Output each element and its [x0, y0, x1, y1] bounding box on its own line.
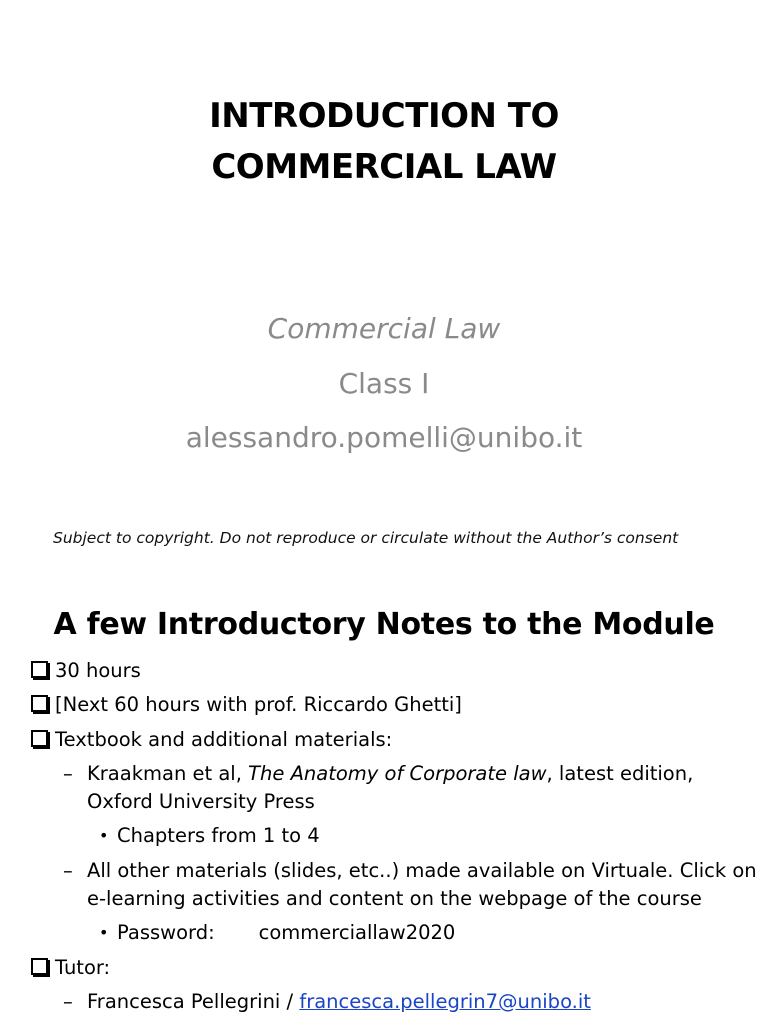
checkbox-bullet-icon: [31, 695, 48, 712]
chapters-item: Chapters from 1 to 4: [117, 824, 320, 847]
list-item-hours: 30 hours: [55, 659, 141, 682]
materials-line-2: e-learning activities and content on the webpage of the course: [87, 887, 702, 910]
list-item-tutor: Tutor:: [55, 956, 111, 979]
dot-bullet: •: [99, 826, 109, 845]
dot-bullet: •: [99, 923, 109, 942]
checkbox-bullet-icon: [31, 730, 48, 747]
copyright-notice: Subject to copyright. Do not reproduce or circulate without the Author’s consent: [53, 529, 679, 547]
slide-title-line-1: INTRODUCTION TO: [209, 96, 559, 136]
tutor-email-link[interactable]: francesca.pellegrin7@unibo.it: [299, 990, 591, 1013]
class-label: Class I: [338, 367, 430, 400]
list-item-textbook: Textbook and additional materials:: [55, 728, 393, 751]
author-email: alessandro.pomelli@unibo.it: [185, 421, 583, 454]
textbook-reference: [87, 761, 693, 787]
checkbox-bullet-icon: [31, 661, 48, 678]
dash-bullet: –: [63, 762, 73, 785]
course-name: Commercial Law: [267, 312, 501, 345]
textbook-author: Kraakman et al,: [87, 762, 249, 785]
textbook-publisher: Oxford University Press: [87, 790, 315, 813]
dash-bullet: –: [63, 859, 73, 882]
textbook-edition: , latest edition,: [546, 762, 694, 785]
password-value: commerciallaw2020: [258, 921, 456, 944]
checkbox-bullet-icon: [31, 958, 48, 975]
textbook-title: The Anatomy of Corporate law: [248, 762, 547, 785]
dash-bullet: –: [63, 990, 73, 1013]
password-label: Password:: [117, 921, 215, 944]
tutor-name: Francesca Pellegrini /: [87, 990, 300, 1013]
list-item-next-hours: [Next 60 hours with prof. Riccardo Ghetti]: [55, 693, 462, 716]
materials-line-1: All other materials (slides, etc..) made available on Virtuale. Click on: [87, 859, 757, 882]
slide-title-line-2: COMMERCIAL LAW: [211, 147, 557, 187]
tutor-contact: [87, 989, 591, 1015]
password-item: [117, 920, 455, 946]
section-title: A few Introductory Notes to the Module: [53, 607, 715, 642]
